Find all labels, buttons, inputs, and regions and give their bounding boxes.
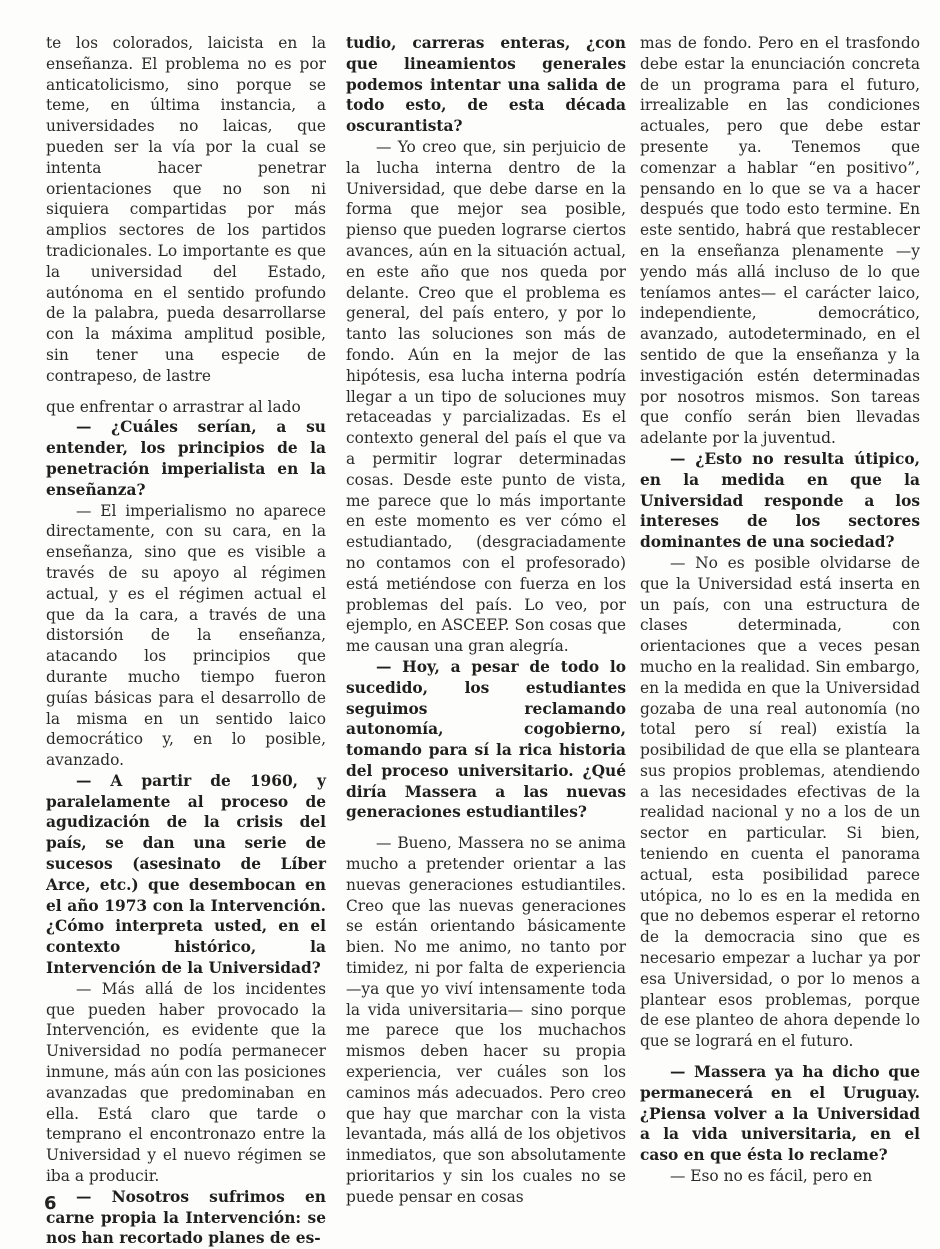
interview-answer: que enfrentar o arrastrar al lado xyxy=(46,397,301,416)
interview-answer: — Bueno, Massera no se anima mucho a pretender orientar a las nuevas generaciones estudiantiles. Creo que las nuevas generaciones se están orientando básicamente bien. No me animo, no tanto por timidez, ni por falta de experiencia —ya que yo viví intensamente toda la vida universitaria— sino porque me parece que los muchachos mismos deben hacer su propia experiencia, ver cuáles son los caminos más adecuados. Pero creo que hay que marchar con la vista levantada, más allá de los objetivos inmediatos, que son absolutamente prioritarios y sin los cuales no se puede pensar en cosas xyxy=(346,834,626,1206)
interview-answer: te los colorados, laicista en la enseñanza. El problema no es por anticatolicismo, sino porque se teme, en última instancia, a universidades no laicas, que pueden ser la vía por la cual se intenta hacer penetrar orientaciones que no son ni siquiera compartidas por más amplios sectores de los partidos tradicionales. Lo importante es que la universidad del Estado, autónoma en el sentido profundo de la palabra, pueda desarrollarse con la máxima amplitud posible, sin tener una especie de contrapeso, de lastre xyxy=(46,34,326,385)
text-column-left xyxy=(46,33,326,1249)
interview-question: — Nosotros sufrimos en carne propia la Intervención: se nos han recortado planes de es- xyxy=(46,1187,326,1248)
interview-question: — Hoy, a pesar de todo lo sucedido, los estudiantes seguimos reclamando autonomía, cogobierno, tomando para sí la rica historia del proceso universitario. ¿Qué diría Massera a las nuevas generaciones estudiantiles? xyxy=(346,657,626,822)
interview-question: — ¿Cuáles serían, a su entender, los principios de la penetración imperialista en la enseñanza? xyxy=(46,418,326,499)
interview-answer: — El imperialismo no aparece directamente, con su cara, en la enseñanza, sino que es visible a través de su apoyo al régimen actual, y es el régimen actual el que da la cara, a través de una distorsión de la enseñanza, atacando los principios que durante mucho tiempo fueron guías básicas para el desarrollo de la misma en un sentido laico democrático y, en lo posible, avanzado. xyxy=(46,501,326,770)
interview-question: — A partir de 1960, y paralelamente al proceso de agudización de la crisis del país, se dan una serie de sucesos (asesinato de Líber Arce, etc.) que desembocan en el año 1973 con la Intervención. ¿Cómo interpreta usted, en el contexto histórico, la Intervención de la Universidad? xyxy=(46,771,326,978)
interview-answer: — Más allá de los incidentes que pueden haber provocado la Intervención, es evidente que la Universidad no podía permanecer inmune, más aún con las posiciones avanzadas que predominaban en ella. Está claro que tarde o temprano el encontronazo entre la Universidad y el nuevo régimen se iba a producir. xyxy=(46,979,326,1186)
page-number: 6 xyxy=(44,1193,57,1214)
interview-question: — ¿Esto no resulta útipico, en la medida en que la Universidad responde a los intereses de los sectores dominantes de una sociedad? xyxy=(640,449,920,552)
interview-question: tudio, carreras enteras, ¿con que lineamientos generales podemos intentar una salida de todo esto, de esta década oscurantista? xyxy=(346,34,626,136)
interview-answer: — Eso no es fácil, pero en xyxy=(670,1167,873,1186)
interview-question: — Massera ya ha dicho que permanecerá en el Uruguay. ¿Piensa volver a la Universidad a la vida universitaria, en el caso en que ésta lo reclame? xyxy=(640,1063,920,1165)
text-column-middle xyxy=(346,33,626,1208)
interview-answer: — No es posible olvidarse de que la Universidad está inserta en un país, con una estructura de clases determinada, con orientaciones que a veces pesan mucho en la realidad. Sin embargo, en la medida en que la Universidad gozaba de una real autonomía (no total pero sí real) existía la posibilidad de que ella se planteara sus propios problemas, atendiendo a las necesidades efectivas de la realidad nacional y no a los de un sector en particular. Si bien, teniendo en cuenta el panorama actual, esta posibilidad parece utópica, no lo es en la medida en que no debemos esperar el retorno de la democracia sino que es necesario empezar a luchar ya por esa Universidad, o por lo menos a plantear esos problemas, porque de ese planteo de ahora depende lo que se logrará en el futuro. xyxy=(640,553,920,1051)
text-column-right xyxy=(640,33,920,1187)
interview-answer: mas de fondo. Pero en el trasfondo debe estar la enunciación concreta de un programa para el futuro, irrealizable en las condiciones actuales, pero que debe estar presente ya. Tenemos que comenzar a hablar “en positivo”, pensando en lo que se va a hacer después que todo esto termine. En este sentido, habrá que restablecer en la enseñanza plenamente —y yendo más allá incluso de lo que teníamos antes— el carácter laico, independiente, democrático, avanzado, autodeterminado, en el sentido de que la enseñanza y la investigación estén determinadas por nosotros mismos. Son tareas que confío serán bien llevadas adelante por la juventud. xyxy=(640,34,920,448)
interview-answer: — Yo creo que, sin perjuicio de la lucha interna dentro de la Universidad, que debe darse en la forma que mejor sea posible, pienso que pueden lograrse ciertos avances, aún en la situación actual, en este año que nos queda por delante. Creo que el problema es general, del país entero, y por lo tanto las soluciones son más de fondo. Aún en la mejor de las hipótesis, esa lucha interna podría llegar a un tipo de soluciones muy retaceadas y parcializadas. Es el contexto general del país el que va a permitir lograr determinadas cosas. Desde este punto de vista, me parece que lo más importante en este momento es ver cómo el estudiantado, (desgraciadamente no contamos con el profesorado) está metiéndose con fuerza en los problemas del país. Lo veo, por ejemplo, en ASCEEP. Son cosas que me causan una gran alegría. xyxy=(346,137,626,656)
